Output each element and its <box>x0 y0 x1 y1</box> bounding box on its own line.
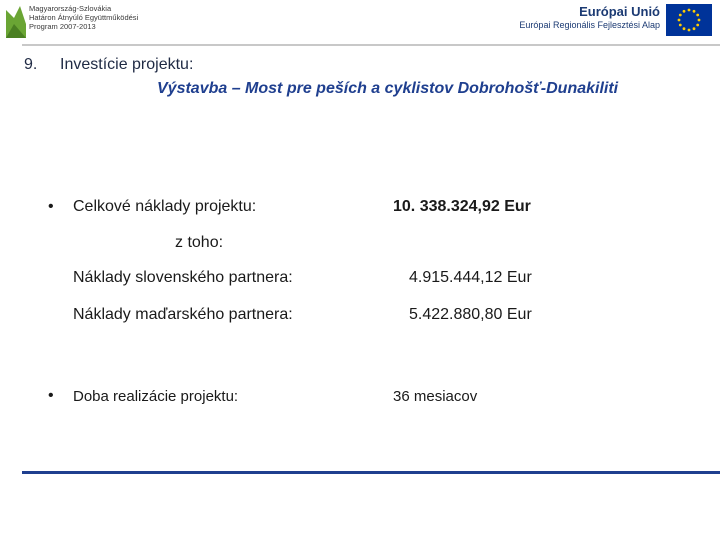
of-which-label: z toho: <box>175 234 224 251</box>
hu-partner-cost-label: Náklady maďarského partnera: <box>73 306 293 323</box>
header-divider <box>22 44 720 46</box>
section-heading: Investície projektu: <box>60 56 194 73</box>
eu-subtitle: Európai Regionális Fejlesztési Alap <box>519 20 660 30</box>
program-logo-line-2: Határon Átnyúló Együttműködési <box>29 13 139 22</box>
program-logo-line-1: Magyarország-Szlovákia <box>29 4 112 13</box>
eu-flag-icon <box>666 4 712 36</box>
hu-partner-cost-value: 5.422.880,80 Eur <box>409 306 532 323</box>
bullet-duration: • <box>48 387 54 404</box>
project-title: Výstavba – Most pre peších a cyklistov Dobrohošť-Dunakiliti <box>157 80 619 97</box>
eu-title: Európai Unió <box>579 4 660 19</box>
eu-logo <box>512 4 712 36</box>
total-cost-label: Celkové náklady projektu: <box>73 198 257 215</box>
footer-divider <box>22 471 720 474</box>
program-logo <box>2 2 192 42</box>
duration-value: 36 mesiacov <box>393 388 478 405</box>
sk-partner-cost-value: 4.915.444,12 Eur <box>409 269 532 286</box>
sk-partner-cost-label: Náklady slovenského partnera: <box>73 269 293 286</box>
duration-label: Doba realizácie projektu: <box>73 388 239 405</box>
total-cost-value: 10. 338.324,92 Eur <box>393 198 531 215</box>
section-number: 9. <box>24 56 38 73</box>
program-logo-icon <box>4 4 28 40</box>
bullet-total: • <box>48 198 54 215</box>
program-logo-line-3: Program 2007-2013 <box>29 22 96 31</box>
